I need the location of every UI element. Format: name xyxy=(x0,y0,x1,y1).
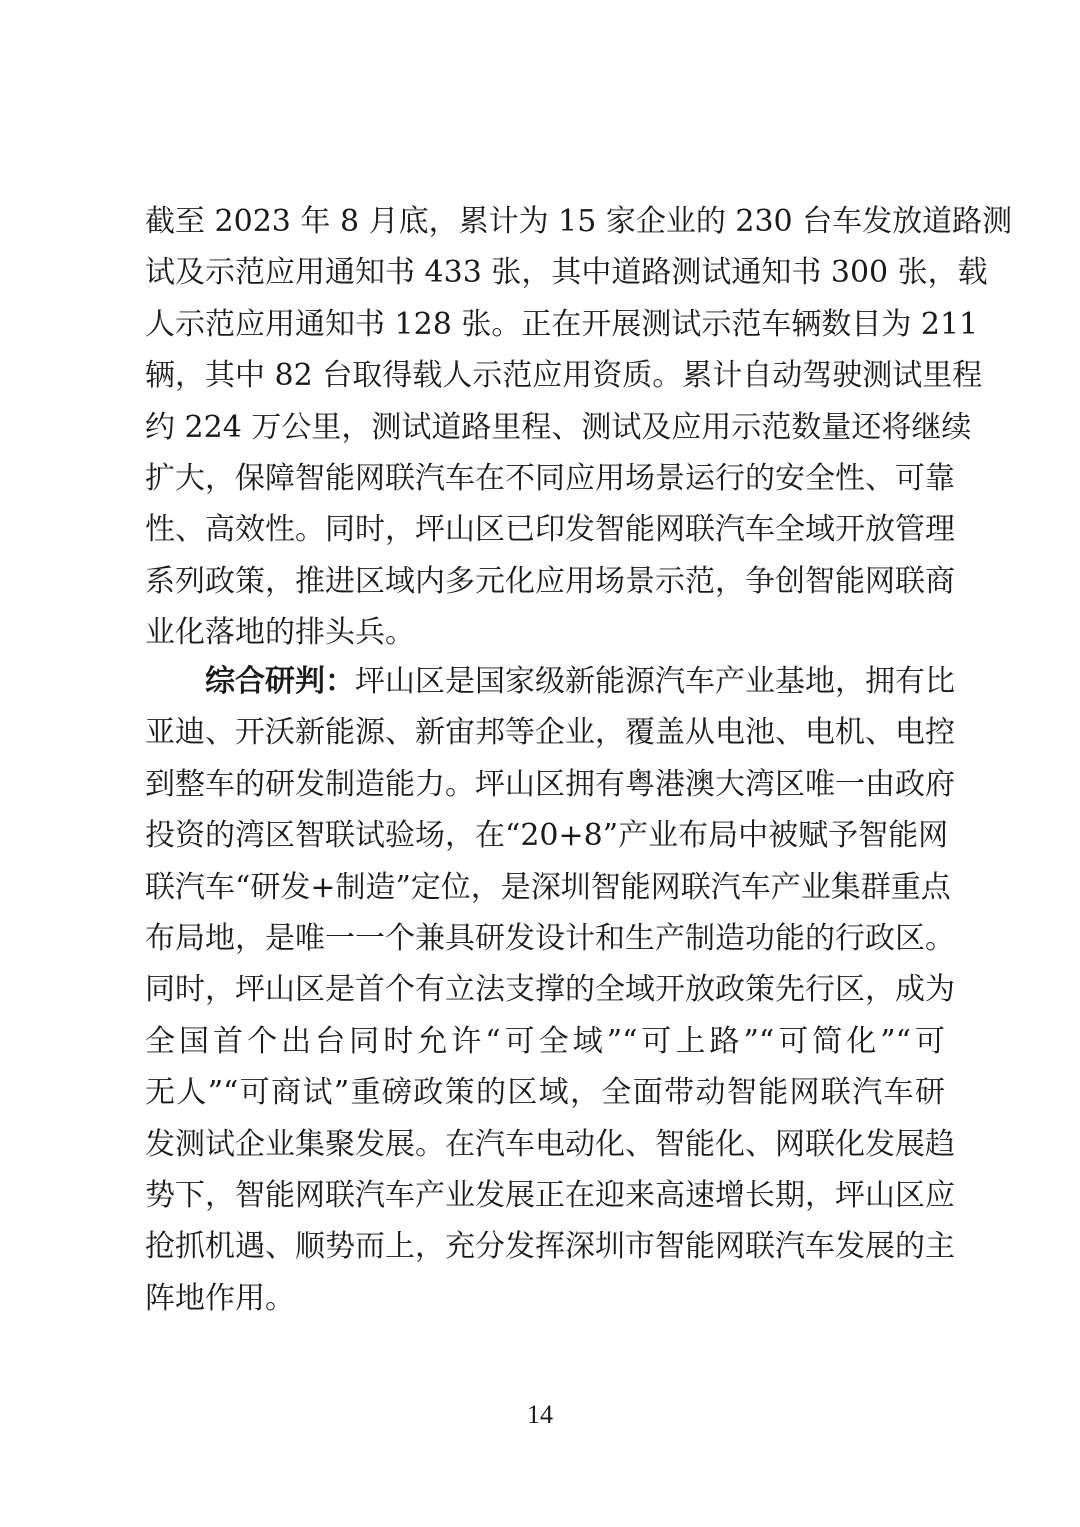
paragraph-progress xyxy=(145,196,1013,659)
text-line: 全国首个出台同时允许“可全域”“可上路”“可简化”“可 xyxy=(145,1023,945,1059)
text-line: 投资的湾区智联试验场，在“20+8”产业布局中被赋予智能网 xyxy=(145,818,949,854)
page-number: 14 xyxy=(527,1400,553,1429)
text-line: 性、高效性。同时，坪山区已印发智能网联汽车全域开放管理 xyxy=(145,512,955,548)
text-line: 系列政策，推进区域内多元化应用场景示范，争创智能网联商 xyxy=(145,563,955,599)
text-line: 势下，智能网联汽车产业发展正在迎来高速增长期，坪山区应 xyxy=(145,1177,955,1213)
text-line-first xyxy=(145,656,955,707)
text-line: 截至 2023 年 8 月底，累计为 15 家企业的 230 台车发放道路测 xyxy=(145,204,1013,239)
text-line: 辆，其中 82 台取得载人示范应用资质。累计自动驾驶测试里程 xyxy=(145,358,983,394)
text-line: 布局地，是唯一一个兼具研发设计和生产制造功能的行政区。 xyxy=(145,920,955,956)
text-line: 联汽车“研发+制造”定位，是深圳智能网联汽车产业集群重点 xyxy=(145,869,951,905)
text-line: 同时，坪山区是首个有立法支撑的全域开放政策先行区，成为 xyxy=(145,972,955,1008)
text-line: 业化落地的排头兵。 xyxy=(145,615,415,651)
text-line: 人示范应用通知书 128 张。正在开展测试示范车辆数目为 211 xyxy=(145,306,979,342)
text-line: 无人”“可商试”重磅政策的区域，全面带动智能网联汽车研 xyxy=(145,1075,945,1111)
text-line: 发测试企业集聚发展。在汽车电动化、智能化、网联化发展趋 xyxy=(145,1126,955,1162)
text-line: 亚迪、开沃新能源、新宙邦等企业，覆盖从电池、电机、电控 xyxy=(145,715,955,751)
text-span: 坪山区是国家级新能源汽车产业基地，拥有比 xyxy=(355,664,955,699)
text-line: 到整车的研发制造能力。坪山区拥有粤港澳大湾区唯一由政府 xyxy=(145,766,955,802)
text-line: 阵地作用。 xyxy=(145,1280,295,1316)
paragraph-lead-heading: 综合研判： xyxy=(205,664,355,699)
paragraph-assessment xyxy=(145,656,955,1324)
text-line: 扩大，保障智能网联汽车在不同应用场景运行的安全性、可靠 xyxy=(145,460,955,496)
text-line: 约 224 万公里，测试道路里程、测试及应用示范数量还将继续 xyxy=(145,409,972,445)
text-line: 抢抓机遇、顺势而上，充分发挥深圳市智能网联汽车发展的主 xyxy=(145,1229,955,1265)
text-line: 试及示范应用通知书 433 张，其中道路测试通知书 300 张，载 xyxy=(145,255,988,291)
